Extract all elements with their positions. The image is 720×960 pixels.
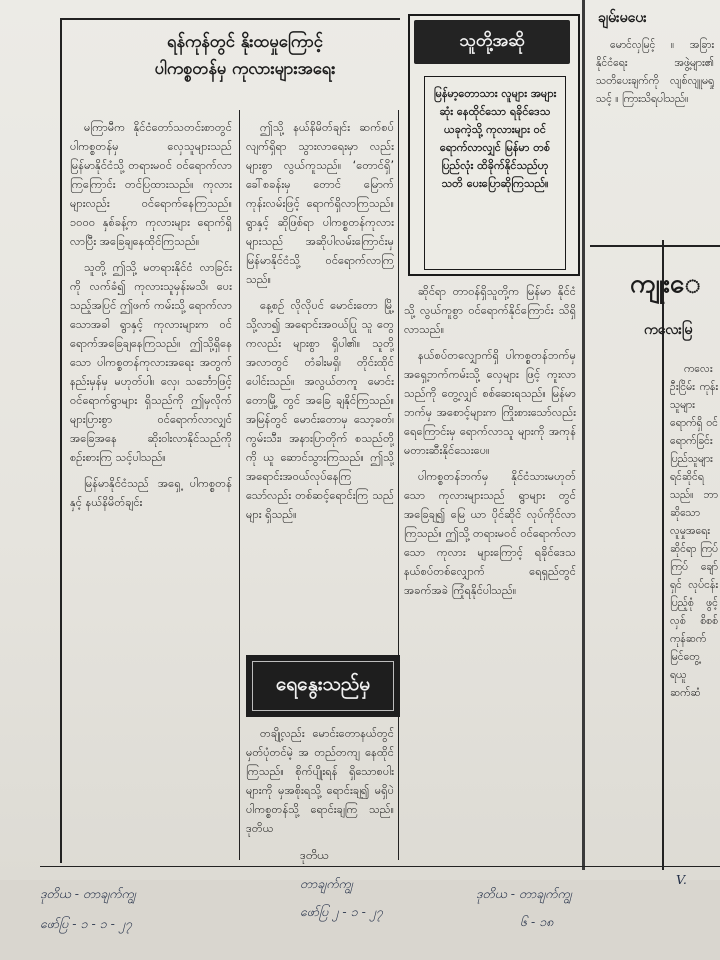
column-divider-2 bbox=[398, 110, 399, 860]
handwritten-note-right-2: ၆ - ၁၈ bbox=[520, 914, 554, 929]
col1-paragraph-3: မြန်မာနိုင်ငံသည် အရှေ့ ပါကစ္စတန်နှင့် နယ်နိမိတ်ချင်း bbox=[70, 477, 232, 509]
article-column-3 bbox=[404, 282, 576, 862]
right-page-subhead: ကလေးမြ bbox=[644, 322, 693, 338]
quote-box-text: မြန်မာ့တောသား လူများ အများဆုံး နေထိုင်သော ရခိုင်ဒေသ ယခုကဲ့သို့ ကုလားများ ဝင်ရောက်လာလျှင် မြန်မာ တစ်ပြည်လုံး ထိခိုက်နိုင်သည်ဟု သတိ ပေးပြောဆိုကြသည်။ bbox=[424, 76, 566, 270]
handwritten-mark: V. bbox=[676, 872, 687, 887]
quote-box bbox=[408, 14, 580, 276]
bottom-rule bbox=[40, 866, 720, 867]
section-banner-text: ရေနွေးသည်မှ bbox=[275, 673, 371, 695]
byline: ဒုတိယ bbox=[300, 848, 329, 862]
handwritten-note-left-1: ဒုတိယ - တာချက်ကျွ bbox=[40, 886, 136, 901]
quote-box-title: သူတို့အဆို bbox=[414, 20, 570, 64]
article-column-2-bottom bbox=[246, 724, 394, 858]
right-page-rule bbox=[590, 245, 720, 247]
right-page-text-top: မောင်လှမြင့် ။ အခြား နိုင်ငံရေး အဖွဲ့များ၏ သတိပေးချက်ကို လျစ်လျူမရှုသင့် ။ ကြားသိရပါသည်။ bbox=[596, 39, 714, 105]
headline-line-1: ရန်ကုန်တွင် နိုးထမှုကြောင့် bbox=[167, 32, 323, 51]
col2-paragraph-2: နေ့စဉ် လိုလိုပင် မောင်းတော မြို့သို့လာ၍ အရောင်းအဝယ်ပြု သူ တွေကလည်း များစွာ ရှိပါ၏။ သူတို့ အလာတွင် တံခါးမရှိ၊ တိုင်းထိုင်ပေါင်းသည်။ အလွယ်တကူ မောင်းတောမြို့ တွင် အခြေ ချနိုင်ကြသည်။ အမြန်တွင် မောင်းတောမှ သော့ခတ်၊ ကွမ်းသီး၊ အနားပြာတိုက် စသည်တို့ကို ယူ ဆောင်သွားကြသည်။ ဤသို့ အရောင်းအဝယ်လုပ်နေကြ သော်လည်း တစ်ဆင့်ရောင်းကြ သည်များ ရှိသည်။ bbox=[246, 299, 394, 521]
handwritten-note-left-2: ဖော်ပြ - ၁ - ၁ - ၂၇ bbox=[40, 916, 133, 931]
top-border bbox=[60, 18, 400, 20]
article-column-1 bbox=[70, 118, 232, 858]
right-page-headline-2: ကျုးေ bbox=[630, 269, 701, 299]
col2-paragraph-1: ဤသို့ နယ်နိမိတ်ချင်း ဆက်စပ်လျက်ရှိရာ သွားလာရေးမှာ လည်း များစွာ လွယ်ကူသည်။ ‘တောင်ရှိ’ ခေါ်စခန်းမှ တောင် မြောက်ကုန်းလမ်းဖြင့် ရောက်ရှိလာကြသည်။ ရွာနှင့် ဆိုဖြစ်ရာ ပါကစ္စတန်ကုလားများသည် အဆိုပါလမ်းကြောင်းမှ မြန်မာနိုင်ငံသို့ ဝင်ရောက်လာကြသည်။ bbox=[246, 121, 394, 286]
col3-paragraph-3: ပါကစ္စတန်ဘက်မှ နိုင်ငံသားမဟုတ်သော ကုလားများသည် ရွာများ တွင် အခြေချ၍ မြေ ယာ ပိုင်ဆိုင် လုပ်ကိုင်လာကြသည်။ ဤသို့ တရားမဝင် ဝင်ရောက်လာသော ကုလား များကြောင့် ရခိုင်ဒေသ နယ်စပ်တစ်လျှောက် ရေရှည်တွင် အခက်အခဲ ကြုံရနိုင်ပါသည်။ bbox=[404, 470, 576, 597]
right-page-column-bottom bbox=[670, 360, 718, 860]
handwritten-note-mid-1: တာချက်ကျွ bbox=[300, 876, 353, 891]
handwritten-note-right-1: ဒုတိယ - တာချက်ကျွ bbox=[476, 886, 572, 901]
page-gutter bbox=[582, 0, 585, 870]
article-column-2 bbox=[246, 118, 394, 648]
left-border bbox=[60, 18, 62, 863]
article-headline bbox=[80, 28, 410, 82]
column-divider-1 bbox=[239, 110, 240, 860]
right-page-column-top bbox=[596, 36, 714, 236]
col1-paragraph-2: သူတို့ ဤသို့ မတရားနိုင်ငံ လာခြင်းကို လက်ခံ၍ ကုလားသူမှန်းမသိ၊ ပေးသည့်အပြင် ဤဖက် ကမ်းသို့ ရောက်လာသောအခါ ရွာနှင့် ကုလားများက ဝင်ရောက်အခြေချနေကြသည်။ ဤသို့ရှိနေသော ပါကစ္စတန်ကုလားအရေး အတွက် နည်းမှန်မှ မဟုတ်ပါ။ လှေ၊ သင်္ဘောဖြင့် ဝင်ရောက်ရွာများ ရှိသည်ကို ဤမှလိုက် များပြားစွာ ဝင်ရောက်လာလျှင် အခြေအနေ ဆိုးဝါးလာနိုင်သည်ကို စဉ်းစားကြ သင့်ပါသည်။ bbox=[70, 261, 232, 464]
handwritten-note-mid-2: ဖော်ပြ ၂ - ၁ - ၂၇ bbox=[300, 904, 383, 919]
section-banner bbox=[246, 655, 400, 717]
col3-paragraph-1: ဆိုင်ရာ တာဝန်ရှိသူတို့က မြန်မာ နိုင်ငံသို့ လွယ်ကူစွာ ဝင်ရောက်နိုင်ကြောင်း သိရှိလာသည်။ bbox=[404, 285, 576, 336]
right-page-text-bottom: ကလေး ဦးငြိမ်း ကုန်းသူများ ရောက်ရှိ ဝင်ရောက်ခြင်း ပြည်သူများ ရင်ဆိုင်ရ သည်။ ဘာ ဆိုသော လူမှုအရေး ဆိုင်ရာ ကြပ်ကြပ် ချော်ရှင် လုပ်ငန်း ပြည့်စုံ ဖွင့်လှစ် စိစစ် ကုန်ဆက် မြင်တွေ့ ရယူ ဆက်ဆံ bbox=[670, 363, 718, 699]
col2-paragraph-3: တချို့လည်း မောင်းတောနယ်တွင် မှတ်ပုံတင်မဲ့ အ တည်တကျ နေထိုင်ကြသည်။ စိုက်ပျိုးရန် ရှိသောစပါး များကို မှအစိုးရသို့ ရောင်းချ၍ မရှိပဲ ပါကစ္စတန်သို့ ရောင်းချကြ သည်။ ဒုတိယ bbox=[246, 727, 394, 835]
right-page-headline: ချမ်းမပေး bbox=[598, 10, 647, 26]
col3-paragraph-2: နယ်စပ်တလျှောက်ရှိ ပါကစ္စတန်ဘက်မှ အရှေ့ဘက်ကမ်းသို့ လှေများ ဖြင့် ကူးလာသည်ကို တွေ့လျှင် စစ်ဆေးရသည်။ မြန်မာဘက်မှ အစောင့်များက ကြိုးစားသော်လည်း ရေကြောင်းမှ ရောက်လာသူ များကို အကုန် မတားဆီးနိုင်သေးပေ။ bbox=[404, 349, 576, 457]
headline-line-2: ပါကစ္စတန်မှ ကုလားများအရေး bbox=[154, 59, 336, 78]
col1-paragraph-1: မကြာမီက နိုင်ငံတော်သတင်းစာတွင် ပါကစ္စတန်မှ လှေသူများသည် မြန်မာနိုင်ငံသို့ တရားမဝင် ဝင်ရောက်လာကြကြောင်း တင်ပြထားသည်။ ကုလားများလည်း ဝင်ရောက်နေကြသည်။ ၁၀၀၀ နှစ်ခန့်က ကုလားများ ရောက်ရှိလာပြီး အခြေချနေထိုင်ကြသည်။ bbox=[70, 121, 232, 248]
